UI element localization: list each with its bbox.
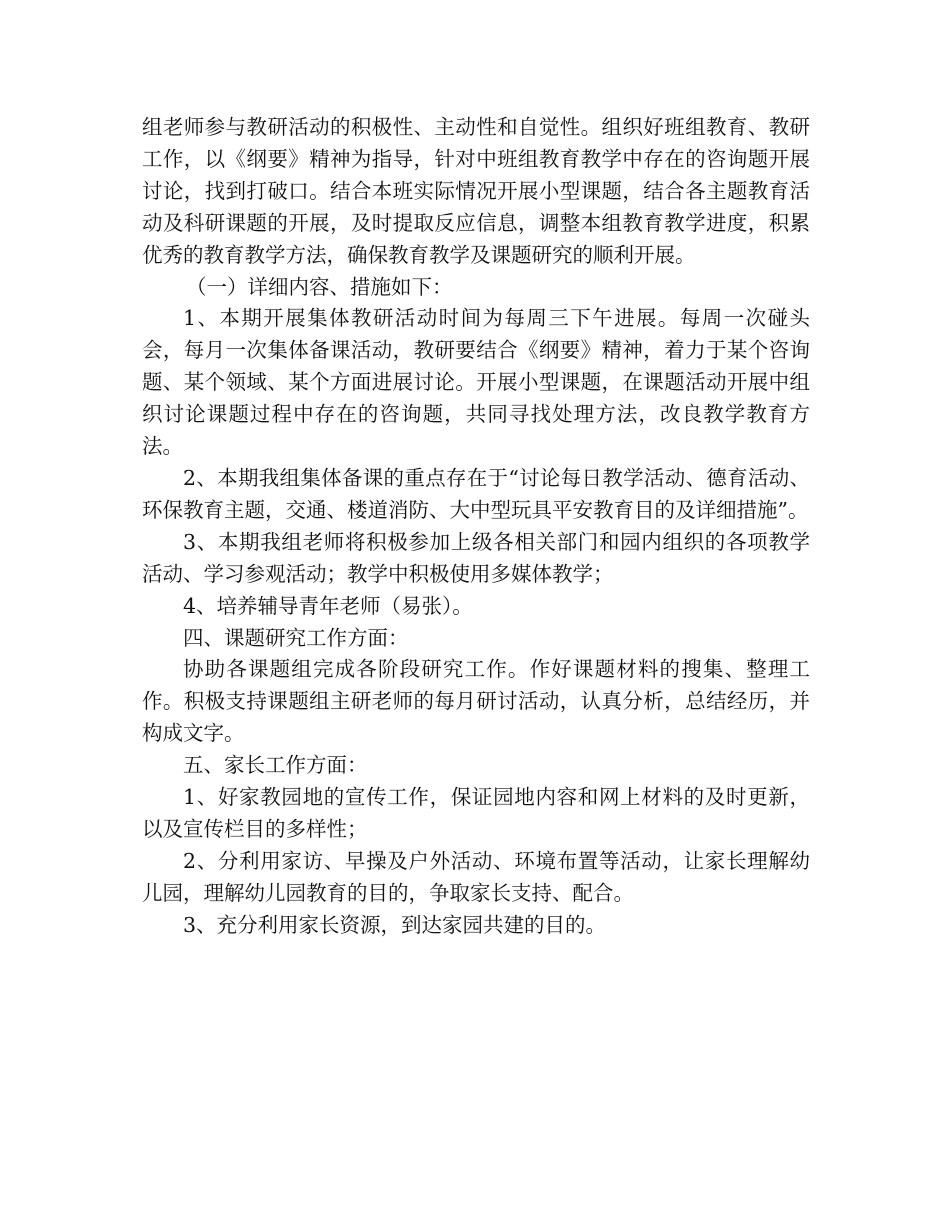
paragraph-continuation: 组老师参与教研活动的积极性、主动性和自觉性。组织好班组教育、教研工作，以《纲要》精神为指导，针对中班组教育教学中存在的咨询题开展讨论，找到打破口。结合本班实际情况开展小型课题，结合各主题教育活动及科研课题的开展，及时提取反应信息，调整本组教育教学进度，积累优秀的教育教学方法，确保教育教学及课题研究的顺利开展。: [142, 115, 810, 267]
paragraph-item-3: 3、本期我组老师将积极参加上级各相关部门和园内组织的各项教学活动、学习参观活动；教学中积极使用多媒体教学；: [142, 529, 810, 586]
section-heading-parents: 五、家长工作方面：: [183, 753, 368, 778]
section-heading-details: （一）详细内容、措施如下：: [186, 274, 453, 299]
paragraph-item-1: 1、本期开展集体教研活动时间为每周三下午进展。每周一次碰头会，每月一次集体备课活动，教研要结合《纲要》精神，着力于某个咨询题、某个领域、某个方面进展讨论。开展小型课题，在课题活动开展中组织讨论课题过程中存在的咨询题，共同寻找处理方法，改良教学教育方法。: [142, 306, 810, 459]
paragraph-item-2: 2、本期我组集体备课的重点存在于“讨论每日教学活动、德育活动、环保教育主题，交通、楼道消防、大中型玩具平安教育目的及详细措施”。: [142, 465, 810, 522]
paragraph-item-4: 4、培养辅导青年老师（易张）。: [183, 593, 473, 618]
document-body: [142, 112, 810, 942]
paragraph-parents-2: 2、分利用家访、早操及户外活动、环境布置等活动，让家长理解幼儿园，理解幼儿园教育的目的，争取家长支持、配合。: [142, 848, 810, 905]
paragraph-parents-3: 3、充分利用家长资源，到达家园共建的目的。: [183, 912, 607, 937]
section-heading-research: 四、课题研究工作方面：: [183, 625, 409, 650]
paragraph-research: 协助各课题组完成各阶段研究工作。作好课题材料的搜集、整理工作。积极支持课题组主研老师的每月研讨活动，认真分析，总结经历，并构成文字。: [142, 657, 810, 746]
paragraph-parents-1: 1、好家教园地的宣传工作，保证园地内容和网上材料的及时更新，以及宣传栏目的多样性；: [142, 785, 810, 841]
